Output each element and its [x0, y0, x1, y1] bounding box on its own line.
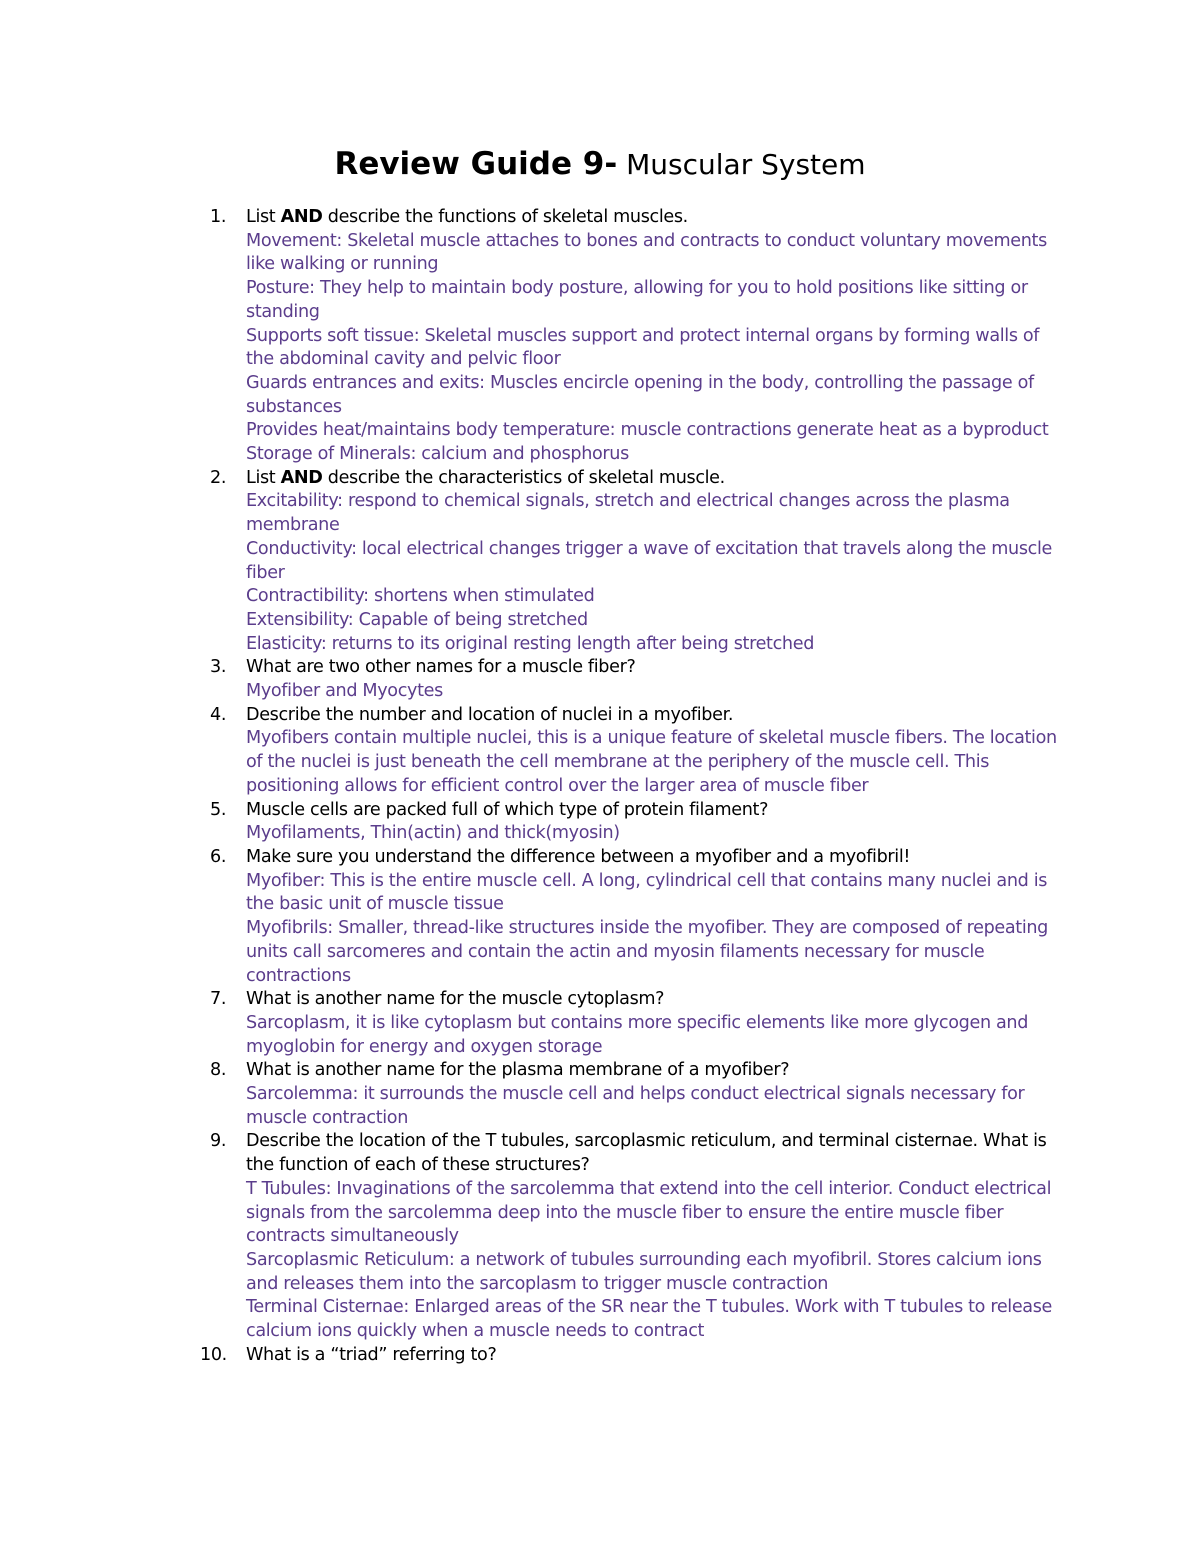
question-item	[200, 206, 1070, 467]
answer-text: Conductivity: local electrical changes trigger a wave of excitation that travels along the muscle fiber	[246, 538, 1052, 583]
answer-text: Supports soft tissue: Skeletal muscles support and protect internal organs by forming walls of the abdominal cavity and pelvic floor	[246, 325, 1040, 370]
question-number: 9.	[210, 1131, 227, 1152]
title-subject-part: Muscular System	[617, 148, 866, 181]
question-text-part: describe the functions of skeletal muscles.	[322, 207, 688, 227]
answer-text: Sarcoplasm, it is like cytoplasm but contains more specific elements like more glycogen and myoglobin for energy and oxygen storage	[246, 1012, 1029, 1057]
question-item	[200, 799, 1070, 846]
question-list	[200, 206, 1070, 1367]
question-number: 10.	[200, 1344, 227, 1365]
question-text: What is a “triad” referring to?	[246, 1344, 497, 1365]
question-item	[200, 846, 1070, 988]
question-text: Describe the location of the T tubules, sarcoplasmic reticulum, and terminal cisternae. What is the function of each of these structures?	[246, 1131, 1047, 1176]
question-number: 7.	[210, 989, 227, 1010]
answer-text: Sarcoplasmic Reticulum: a network of tubules surrounding each myofibril. Stores calcium ions and releases them into the sarcoplasm to trigger muscle contraction	[246, 1249, 1042, 1294]
question-number: 5.	[210, 799, 227, 820]
answer-text: Myofibrils: Smaller, thread-like structures inside the myofiber. They are composed of repeating units call sarcomeres and contain the actin and myosin filaments necessary for muscle contractions	[246, 918, 1048, 986]
answer-text: Myofiber and Myocytes	[246, 681, 443, 702]
question-item	[200, 1059, 1070, 1130]
question-text-part: List	[246, 207, 281, 227]
answer-text: Elasticity: returns to its original resting length after being stretched	[246, 633, 815, 654]
title-bold-part: Review Guide 9-	[334, 146, 618, 182]
question-text: Muscle cells are packed full of which type of protein filament?	[246, 799, 769, 820]
question-text: What is another name for the plasma membrane of a myofiber?	[246, 1060, 790, 1081]
answer-text: Guards entrances and exits: Muscles encircle opening in the body, controlling the passage of substances	[246, 372, 1034, 417]
question-item	[200, 1344, 1070, 1368]
question-text	[246, 467, 1070, 491]
question-text-part: List	[246, 467, 281, 488]
question-text	[246, 206, 1070, 230]
answer-text: Posture: They help to maintain body posture, allowing for you to hold positions like sitting or standing	[246, 278, 1028, 322]
answer-text: Provides heat/maintains body temperature: muscle contractions generate heat as a byproduct	[246, 420, 1049, 441]
question-text: Describe the number and location of nuclei in a myofiber.	[246, 704, 734, 725]
question-item	[200, 988, 1070, 1059]
answer-text: Movement: Skeletal muscle attaches to bones and contracts to conduct voluntary movements like walking or running	[246, 230, 1047, 275]
answer-text: T Tubules: Invaginations of the sarcolemma that extend into the cell interior. Conduct electrical signals from the sarcolemma deep into the muscle fiber to ensure the entire muscle fiber contracts simultaneously	[246, 1178, 1052, 1247]
question-text: Make sure you understand the difference between a myofiber and a myofibril!	[246, 846, 911, 867]
answer-text: Sarcolemma: it surrounds the muscle cell and helps conduct electrical signals necessary for muscle contraction	[246, 1084, 1025, 1128]
question-number: 6.	[210, 846, 227, 867]
answer-text: Myofilaments, Thin(actin) and thick(myosin)	[246, 823, 620, 844]
question-number: 8.	[210, 1060, 227, 1081]
question-item	[200, 1130, 1070, 1343]
answer-text: Excitability: respond to chemical signals, stretch and electrical changes across the plasma membrane	[246, 491, 1010, 536]
answer-text: Contractibility: shortens when stimulated	[246, 586, 595, 607]
answer-text: Terminal Cisternae: Enlarged areas of the SR near the T tubules. Work with T tubules to release calcium ions quickly when a muscle needs to contract	[246, 1297, 1053, 1342]
question-emphasis: AND	[280, 207, 323, 227]
question-emphasis: AND	[280, 467, 323, 488]
question-text: What are two other names for a muscle fiber?	[246, 657, 636, 678]
question-item	[200, 704, 1070, 799]
question-text: What is another name for the muscle cytoplasm?	[246, 989, 665, 1010]
question-number: 1.	[210, 207, 227, 227]
question-text-part: describe the characteristics of skeletal muscle.	[322, 467, 725, 488]
question-item	[200, 467, 1070, 657]
answer-text: Storage of Minerals: calcium and phosphorus	[246, 444, 629, 465]
page-title	[0, 143, 1200, 190]
answer-text: Myofiber: This is the entire muscle cell. A long, cylindrical cell that contains many nuclei and is the basic unit of muscle tissue	[246, 870, 1048, 915]
answer-text: Extensibility: Capable of being stretched	[246, 609, 588, 630]
question-number: 3.	[210, 657, 227, 678]
question-item	[200, 656, 1070, 703]
answer-text: Myofibers contain multiple nuclei, this is a unique feature of skeletal muscle fibers. The location of the nuclei is just beneath the cell membrane at the periphery of the muscle cell. This positioning allows for efficient control over the larger area of muscle fiber	[246, 728, 1057, 796]
question-number: 4.	[210, 704, 227, 725]
question-number: 2.	[210, 467, 227, 488]
